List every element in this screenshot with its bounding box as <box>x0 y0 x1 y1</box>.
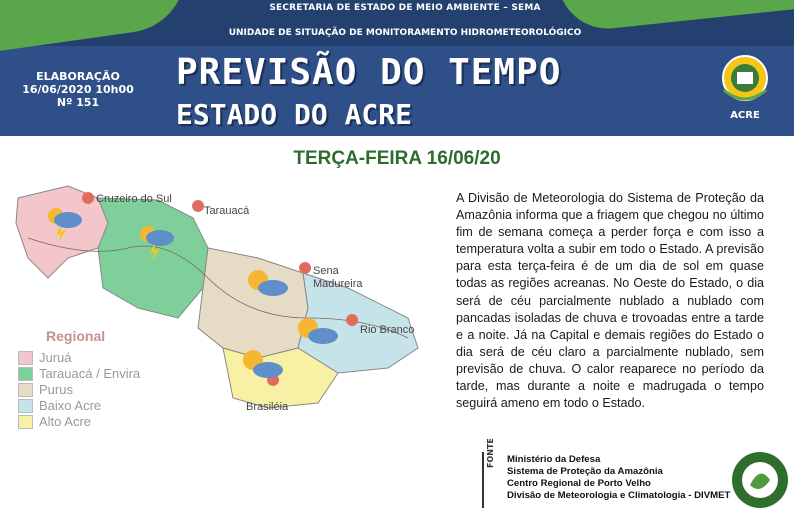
page-subtitle: ESTADO DO ACRE <box>176 98 413 131</box>
city-label-tarauaca: Tarauacá <box>204 205 250 217</box>
sipam-seal-icon <box>730 450 790 510</box>
elaboracao-info <box>8 70 148 109</box>
logo-acre-text: ACRE <box>730 110 760 121</box>
source-lines <box>507 454 730 502</box>
region-tarauaca-envira <box>98 198 208 318</box>
legend-item <box>18 382 140 397</box>
legend-item <box>18 414 140 429</box>
legend-swatch <box>18 399 33 413</box>
legend-label: Juruá <box>39 350 72 365</box>
legend-label: Alto Acre <box>39 414 92 429</box>
header-banner <box>0 0 794 136</box>
city-label-sena: Sena <box>313 265 339 277</box>
legend-swatch <box>18 351 33 365</box>
legend-swatch <box>18 415 33 429</box>
forecast-date-title: TERÇA-FEIRA 16/06/20 <box>293 148 501 169</box>
legend-item <box>18 350 140 365</box>
city-label-cruzeiro: Cruzeiro do Sul <box>96 193 172 205</box>
city-label-rio-branco: Rio Branco <box>360 324 415 336</box>
source-line: Sistema de Proteção da Amazônia <box>507 466 663 477</box>
legend-label: Purus <box>39 382 73 397</box>
region-purus <box>198 248 308 358</box>
source-line: Ministério da Defesa <box>507 454 601 465</box>
elaboracao-date: 16/06/2020 10h00 <box>22 83 134 96</box>
forecast-paragraph: A Divisão de Meteorologia do Sistema de Proteção da Amazônia informa que a friagem que chegou no último fim de semana começa a perder força e com isso a temperatura volta a subir em todo o Estado. A previsão para esta terça-feira é de um dia de sol em quase todas as regiões acreanas. No Oeste do Estado, o dia será de céu parcialmente nublado a nublado com pancadas isoladas de chuva e trovoadas entre a tarde e a noite. Já na Capital e demais regiões do Estado o dia será de céu claro a parcialmente nublado, sem previsão de chuva. O calor reaparece no período da tarde, mas durante a noite e madrugada o tempo seguirá ameno em todo o Estado. <box>456 191 764 411</box>
source-line: Divisão de Meteorologia e Climatologia - DIVMET <box>507 490 731 501</box>
page-title: PREVISÃO DO TEMPO <box>176 52 562 93</box>
city-label-brasileia: Brasiléia <box>246 401 289 413</box>
legend-swatch <box>18 367 33 381</box>
header-unidade: UNIDADE DE SITUAÇÃO DE MONITORAMENTO HIDROMETEOROLÓGICO <box>228 28 582 38</box>
legend-item <box>18 398 140 413</box>
legend-item <box>18 366 140 381</box>
legend-title: Regional <box>46 328 106 344</box>
map-legend <box>18 350 140 430</box>
source-label: FONTE <box>486 438 495 468</box>
elaboracao-label: ELABORAÇÃO <box>36 70 120 83</box>
header-secretaria: SECRETARIA DE ESTADO DE MEIO AMBIENTE – SEMA <box>269 3 541 13</box>
legend-label: Baixo Acre <box>39 398 102 413</box>
legend-label: Tarauacá / Envira <box>39 366 141 381</box>
city-label-madureira: Madureira <box>313 278 363 290</box>
source-line: Centro Regional de Porto Velho <box>507 478 651 489</box>
elaboracao-number: Nº 151 <box>56 96 100 109</box>
legend-swatch <box>18 383 33 397</box>
